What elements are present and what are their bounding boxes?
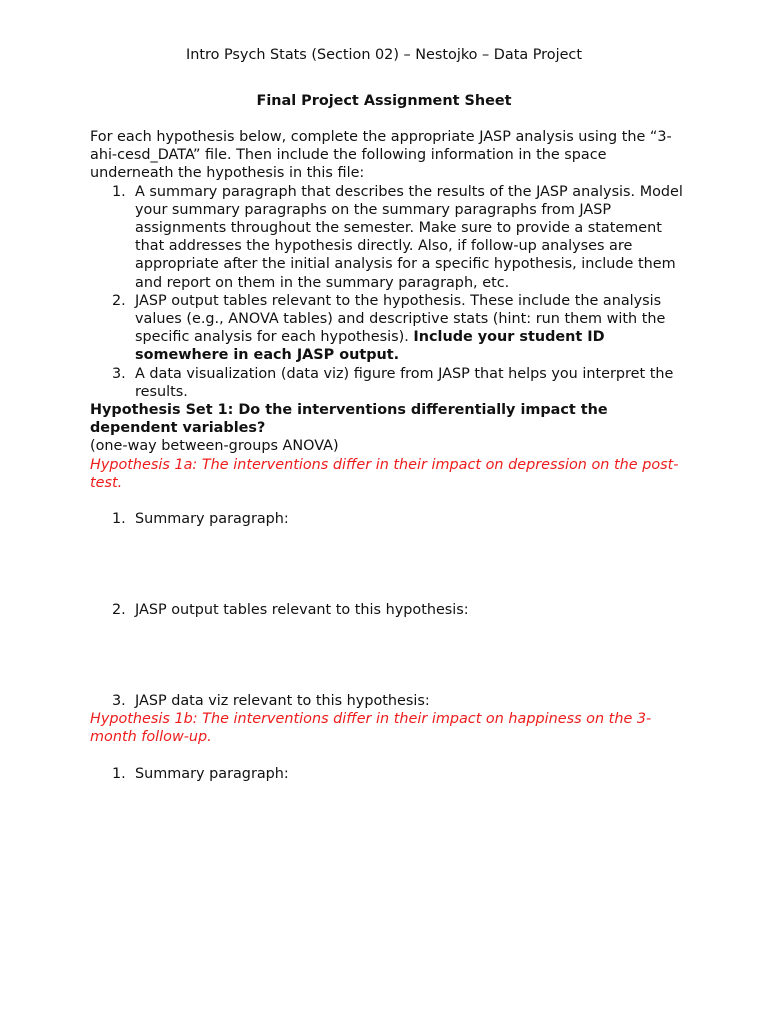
list-item-bold-text: Include your student ID somewhere in each JASP output. xyxy=(135,329,605,364)
task-label: JASP output tables relevant to this hypothesis: xyxy=(135,602,469,619)
list-number: 3. xyxy=(112,365,126,382)
list-number: 1. xyxy=(112,765,126,782)
list-item xyxy=(90,765,690,783)
list-item xyxy=(90,365,690,401)
hypothesis-1a: Hypothesis 1a: The interventions differ in their impact on depression on the post-test. xyxy=(90,456,679,491)
hypothesis-1a-tasks xyxy=(90,510,690,710)
list-item xyxy=(90,183,690,292)
list-number: 2. xyxy=(112,602,126,619)
list-number: 1. xyxy=(112,183,126,200)
document-header: Intro Psych Stats (Section 02) – Nestojko – Data Project xyxy=(186,47,582,63)
hypothesis-set-subheading: (one-way between-groups ANOVA) xyxy=(90,438,339,455)
list-item-text: A summary paragraph that describes the results of the JASP analysis. Model your summary paragraphs on the summary paragraphs from JASP assignments throughout the semester. Make sure to provide a statement that addresses the hypothesis directly. Also, if follow-up analyses are appropriate after the initial analysis for a specific hypothesis, include them and report on them in the summary paragraph, etc. xyxy=(135,183,683,291)
list-number: 2. xyxy=(112,292,126,309)
document-title: Final Project Assignment Sheet xyxy=(256,93,512,109)
hypothesis-1b: Hypothesis 1b: The interventions differ in their impact on happiness on the 3-month follow-up. xyxy=(90,711,652,746)
list-item xyxy=(90,692,690,710)
task-label: Summary paragraph: xyxy=(135,765,289,782)
list-number: 1. xyxy=(112,511,126,528)
intro-paragraph: For each hypothesis below, complete the appropriate JASP analysis using the “3-ahi-cesd_DATA” file. Then include the following information in the space underneath the hypothesis in this file: xyxy=(90,129,672,182)
list-item xyxy=(90,510,690,528)
requirements-list xyxy=(90,183,690,401)
list-item xyxy=(90,601,690,619)
document-body xyxy=(90,128,690,783)
hypothesis-set-heading: Hypothesis Set 1: Do the interventions differentially impact the dependent variables? xyxy=(90,402,608,437)
task-label: Summary paragraph: xyxy=(135,511,289,528)
hypothesis-1b-tasks xyxy=(90,765,690,783)
list-item xyxy=(90,292,690,365)
task-label: JASP data viz relevant to this hypothesis: xyxy=(135,693,430,710)
list-number: 3. xyxy=(112,693,126,710)
list-item-text: A data visualization (data viz) figure from JASP that helps you interpret the results. xyxy=(135,365,674,400)
list-item-text: JASP output tables relevant to the hypothesis. These include the analysis values (e.g., ANOVA tables) and descriptive stats (hint: run them with the specific analysis for each hypothesis). xyxy=(135,292,666,346)
